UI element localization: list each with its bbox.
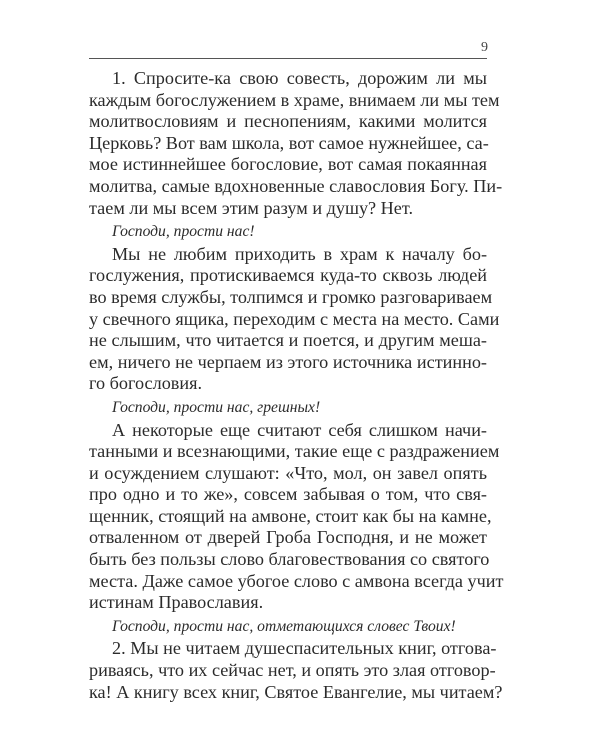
- prayer-line: Господи, прости нас, грешных!: [112, 398, 321, 416]
- body-paragraph: [89, 68, 503, 219]
- text-line: 1. Спросите-ка свою совесть, дорожим ли мы: [112, 68, 487, 88]
- text-line: ем, ничего не черпаем из этого источника истинно-: [89, 351, 487, 372]
- text-line: истинам Православия.: [89, 592, 264, 613]
- text-line: каждым богослужением в храме, внимаем ли мы тем: [89, 89, 500, 110]
- text-line: и осуждением слушают: «Что, мол, он завел опять: [89, 462, 487, 483]
- page-number: 9: [481, 40, 488, 55]
- text-line: во время службы, толпимся и громко разговариваем: [89, 286, 493, 307]
- body-paragraph: [89, 243, 500, 395]
- text-line: риваясь, что их сейчас нет, и опять это злая отговор-: [89, 660, 496, 681]
- text-line: молитвословиям и песнопениям, какими молится: [89, 111, 487, 132]
- text-line: быть без пользы слово благовествования со святого: [89, 549, 490, 570]
- text-line: Мы не любим приходить в храм к началу бо-: [112, 243, 487, 264]
- body-paragraph: [89, 638, 503, 703]
- body-paragraph: [89, 419, 504, 614]
- body-text: [89, 68, 504, 703]
- text-line: не слышим, что читается и поется, и другим меша-: [89, 330, 487, 351]
- text-line: места. Даже самое убогое слово с амвона всегда учит: [89, 570, 504, 591]
- text-line: щенник, стоящий на амвоне, стоит как бы на камне,: [89, 505, 492, 526]
- text-line: молитва, самые вдохновенные славословия Богу. Пи-: [89, 175, 503, 196]
- header-rule: [89, 58, 487, 59]
- text-line: у свечного ящика, переходим с места на место. Сами: [89, 308, 500, 329]
- prayer-line: Господи, прости нас!: [112, 223, 255, 241]
- text-line: про одно и то же», совсем забывая о том, что свя-: [89, 484, 487, 505]
- text-line: танными и всезнающими, такие еще с раздражением: [89, 441, 500, 462]
- text-line: отваленном от дверей Гроба Господня, и не может: [89, 527, 487, 548]
- text-line: 2. Мы не читаем душеспасительных книг, отгова-: [112, 638, 497, 659]
- text-line: мое истиннейшее богословие, вот самая покаянная: [89, 154, 487, 175]
- text-line: Церковь? Вот вам школа, вот самое нужнейшее, са-: [89, 132, 489, 153]
- text-line: ка! А книгу всех книг, Святое Евангелие, мы читаем?: [89, 681, 503, 702]
- text-line: го богословия.: [89, 373, 203, 394]
- text-line: А некоторые еще считают себя слишком начи-: [112, 419, 487, 440]
- text-line: таем ли мы всем этим разум и душу? Нет.: [89, 197, 414, 218]
- prayer-line: Господи, прости нас, отметающихся словес Твоих!: [112, 617, 456, 635]
- text-line: гослужения, протискиваемся куда-то сквозь людей: [89, 265, 487, 286]
